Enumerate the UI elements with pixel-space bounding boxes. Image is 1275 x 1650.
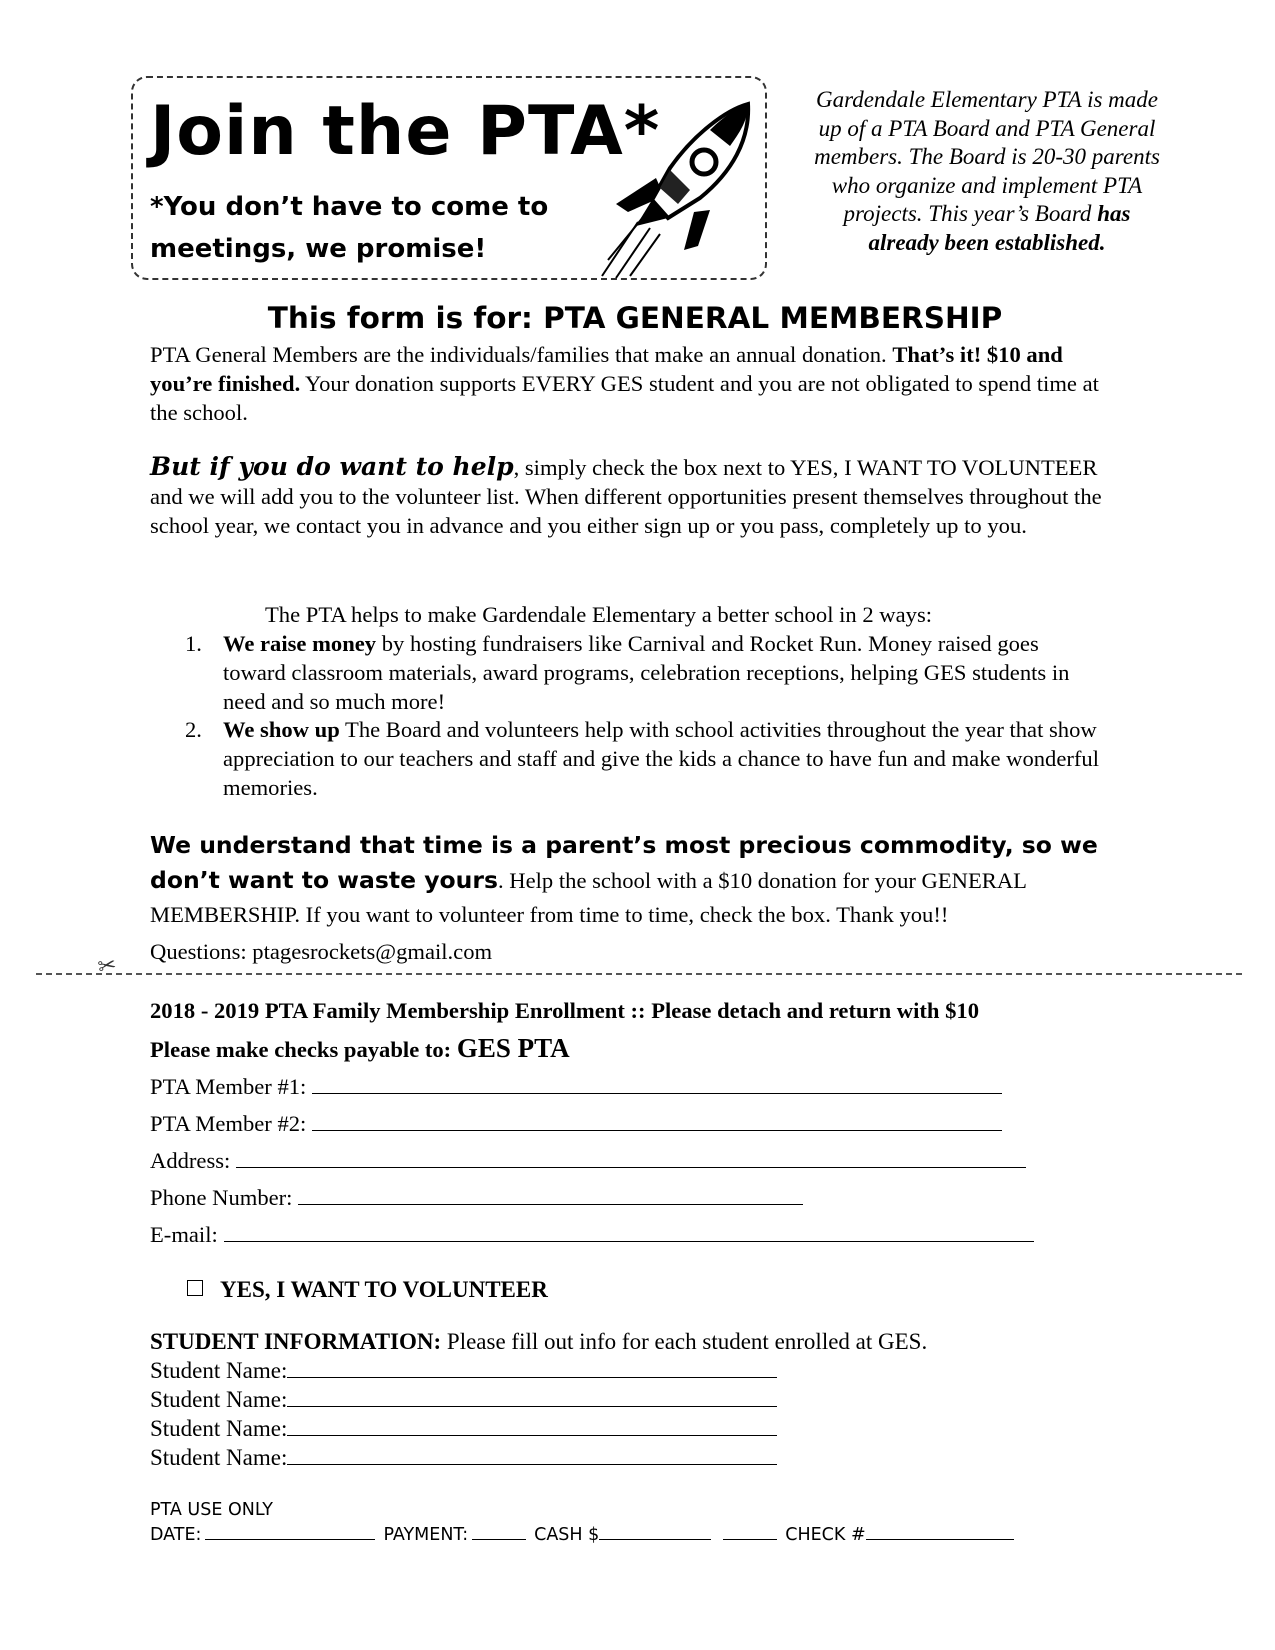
address-label: Address:: [150, 1148, 231, 1173]
volunteer-checkbox[interactable]: [187, 1280, 203, 1296]
closing-lead: We understand that time is a parent’s most precious commodity, so we don’t want to waste yours: [150, 831, 1098, 894]
student-name-field[interactable]: [287, 1355, 777, 1378]
list-number: 2.: [185, 717, 202, 742]
list-item: [150, 629, 1100, 716]
address-field[interactable]: [236, 1145, 1026, 1168]
list-text: [223, 629, 1100, 716]
join-pta-subtitle: [150, 186, 548, 270]
check-number-field[interactable]: [866, 1522, 1014, 1540]
subtitle-line-1: *You don’t have to come to: [150, 192, 549, 222]
phone-row: [150, 1182, 803, 1213]
join-pta-title: Join the PTA*: [150, 92, 661, 171]
list-item: [150, 715, 1100, 802]
student-row: [150, 1413, 777, 1443]
member-2-row: [150, 1108, 1002, 1139]
ways-intro: The PTA helps to make Gardendale Elementary a better school in 2 ways:: [265, 602, 933, 627]
rocket-icon: [598, 100, 768, 280]
closing-text: . Help the school with a $10 donation for your GENERAL MEMBERSHIP. If you want to volunteer from time to time, check the box. Thank you!!: [150, 868, 1027, 927]
phone-field[interactable]: [298, 1182, 803, 1205]
member-2-label: PTA Member #2:: [150, 1111, 307, 1136]
detach-cut-line: [36, 973, 1242, 975]
board-note-text: Gardendale Elementary PTA is made up of a PTA Board and PTA General members. The Board is 20-30 parents who organize and implement PTA projects. This year’s Board: [814, 87, 1160, 227]
student-row: [150, 1384, 777, 1414]
cash-field[interactable]: [599, 1522, 711, 1540]
student-name-label: Student Name:: [150, 1387, 288, 1412]
checks-label: Please make checks payable to:: [150, 1037, 457, 1062]
enrollment-title: 2018 - 2019 PTA Family Membership Enrollment :: Please detach and return with $10: [150, 998, 980, 1023]
email-row: [150, 1219, 1034, 1250]
scissors-icon: ✂: [95, 952, 119, 981]
subtitle-line-2: meetings, we promise!: [150, 234, 487, 264]
student-name-label: Student Name:: [150, 1358, 288, 1383]
member-1-label: PTA Member #1:: [150, 1074, 307, 1099]
help-paragraph: [150, 452, 1120, 540]
volunteer-label: YES, I WANT TO VOLUNTEER: [220, 1277, 548, 1302]
questions-contact: Questions: ptagesrockets@gmail.com: [150, 939, 493, 964]
pta-use-row: [150, 1522, 1022, 1547]
student-name-label: Student Name:: [150, 1445, 288, 1470]
volunteer-option[interactable]: [187, 1275, 548, 1305]
student-info-text: Please fill out info for each student enrolled at GES.: [441, 1329, 928, 1354]
closing-paragraph: [150, 828, 1120, 932]
intro-text-a: PTA General Members are the individuals/families that make an annual donation.: [150, 342, 893, 367]
phone-label: Phone Number:: [150, 1185, 293, 1210]
list-text: [223, 715, 1100, 802]
date-label: DATE:: [150, 1525, 202, 1545]
date-field[interactable]: [205, 1522, 375, 1540]
help-text: , simply check the box next to YES, I WANT TO VOLUNTEER and we will add you to the volunteer list. When different opportunities present themselves throughout the school year, we contact you in advance and you either sign up or you pass, completely up to you.: [150, 455, 1102, 538]
student-row: [150, 1355, 777, 1385]
email-field[interactable]: [224, 1219, 1034, 1242]
member-1-field[interactable]: [312, 1071, 1002, 1094]
list-bold: We show up: [223, 717, 340, 742]
list-body: The Board and volunteers help with school activities throughout the year that show appreciation to our teachers and staff and give the kids a chance to have fun and make wonderful memories.: [223, 717, 1100, 800]
form-heading: This form is for: PTA GENERAL MEMBERSHIP: [267, 301, 1003, 335]
board-description: [812, 86, 1162, 258]
checks-payee: GES PTA: [456, 1033, 570, 1063]
address-row: [150, 1145, 1026, 1176]
email-label: E-mail:: [150, 1222, 218, 1247]
student-row: [150, 1442, 777, 1472]
student-name-field[interactable]: [287, 1413, 777, 1436]
pta-use-heading: PTA USE ONLY: [150, 1500, 273, 1520]
list-body: by hosting fundraisers like Carnival and Rocket Run. Money raised goes toward classroom materials, award programs, celebration receptions, helping GES students in need and so much more!: [223, 631, 1070, 714]
payment-label: PAYMENT:: [383, 1525, 469, 1545]
member-1-row: [150, 1071, 1002, 1102]
intro-bold: That’s it! $10 and you’re finished.: [150, 342, 1063, 396]
list-bold: We raise money: [223, 631, 377, 656]
cash-label: CASH $: [534, 1525, 600, 1545]
check-label: CHECK #: [785, 1525, 866, 1545]
intro-text-b: Your donation supports EVERY GES student and you are not obligated to spend time at the school.: [150, 371, 1099, 425]
student-info-heading: [150, 1327, 927, 1357]
help-lead: But if you do want to help: [150, 452, 514, 481]
student-name-label: Student Name:: [150, 1416, 288, 1441]
checks-payable: [150, 1033, 570, 1065]
payment-field[interactable]: [472, 1522, 526, 1540]
member-2-field[interactable]: [312, 1108, 1002, 1131]
student-info-bold: STUDENT INFORMATION:: [150, 1329, 442, 1354]
list-number: 1.: [185, 631, 202, 656]
intro-paragraph: [150, 340, 1120, 427]
payment-mark-field[interactable]: [723, 1522, 777, 1540]
board-note-emphasis: has already been established.: [868, 201, 1131, 255]
student-name-field[interactable]: [287, 1442, 777, 1465]
student-name-field[interactable]: [287, 1384, 777, 1407]
